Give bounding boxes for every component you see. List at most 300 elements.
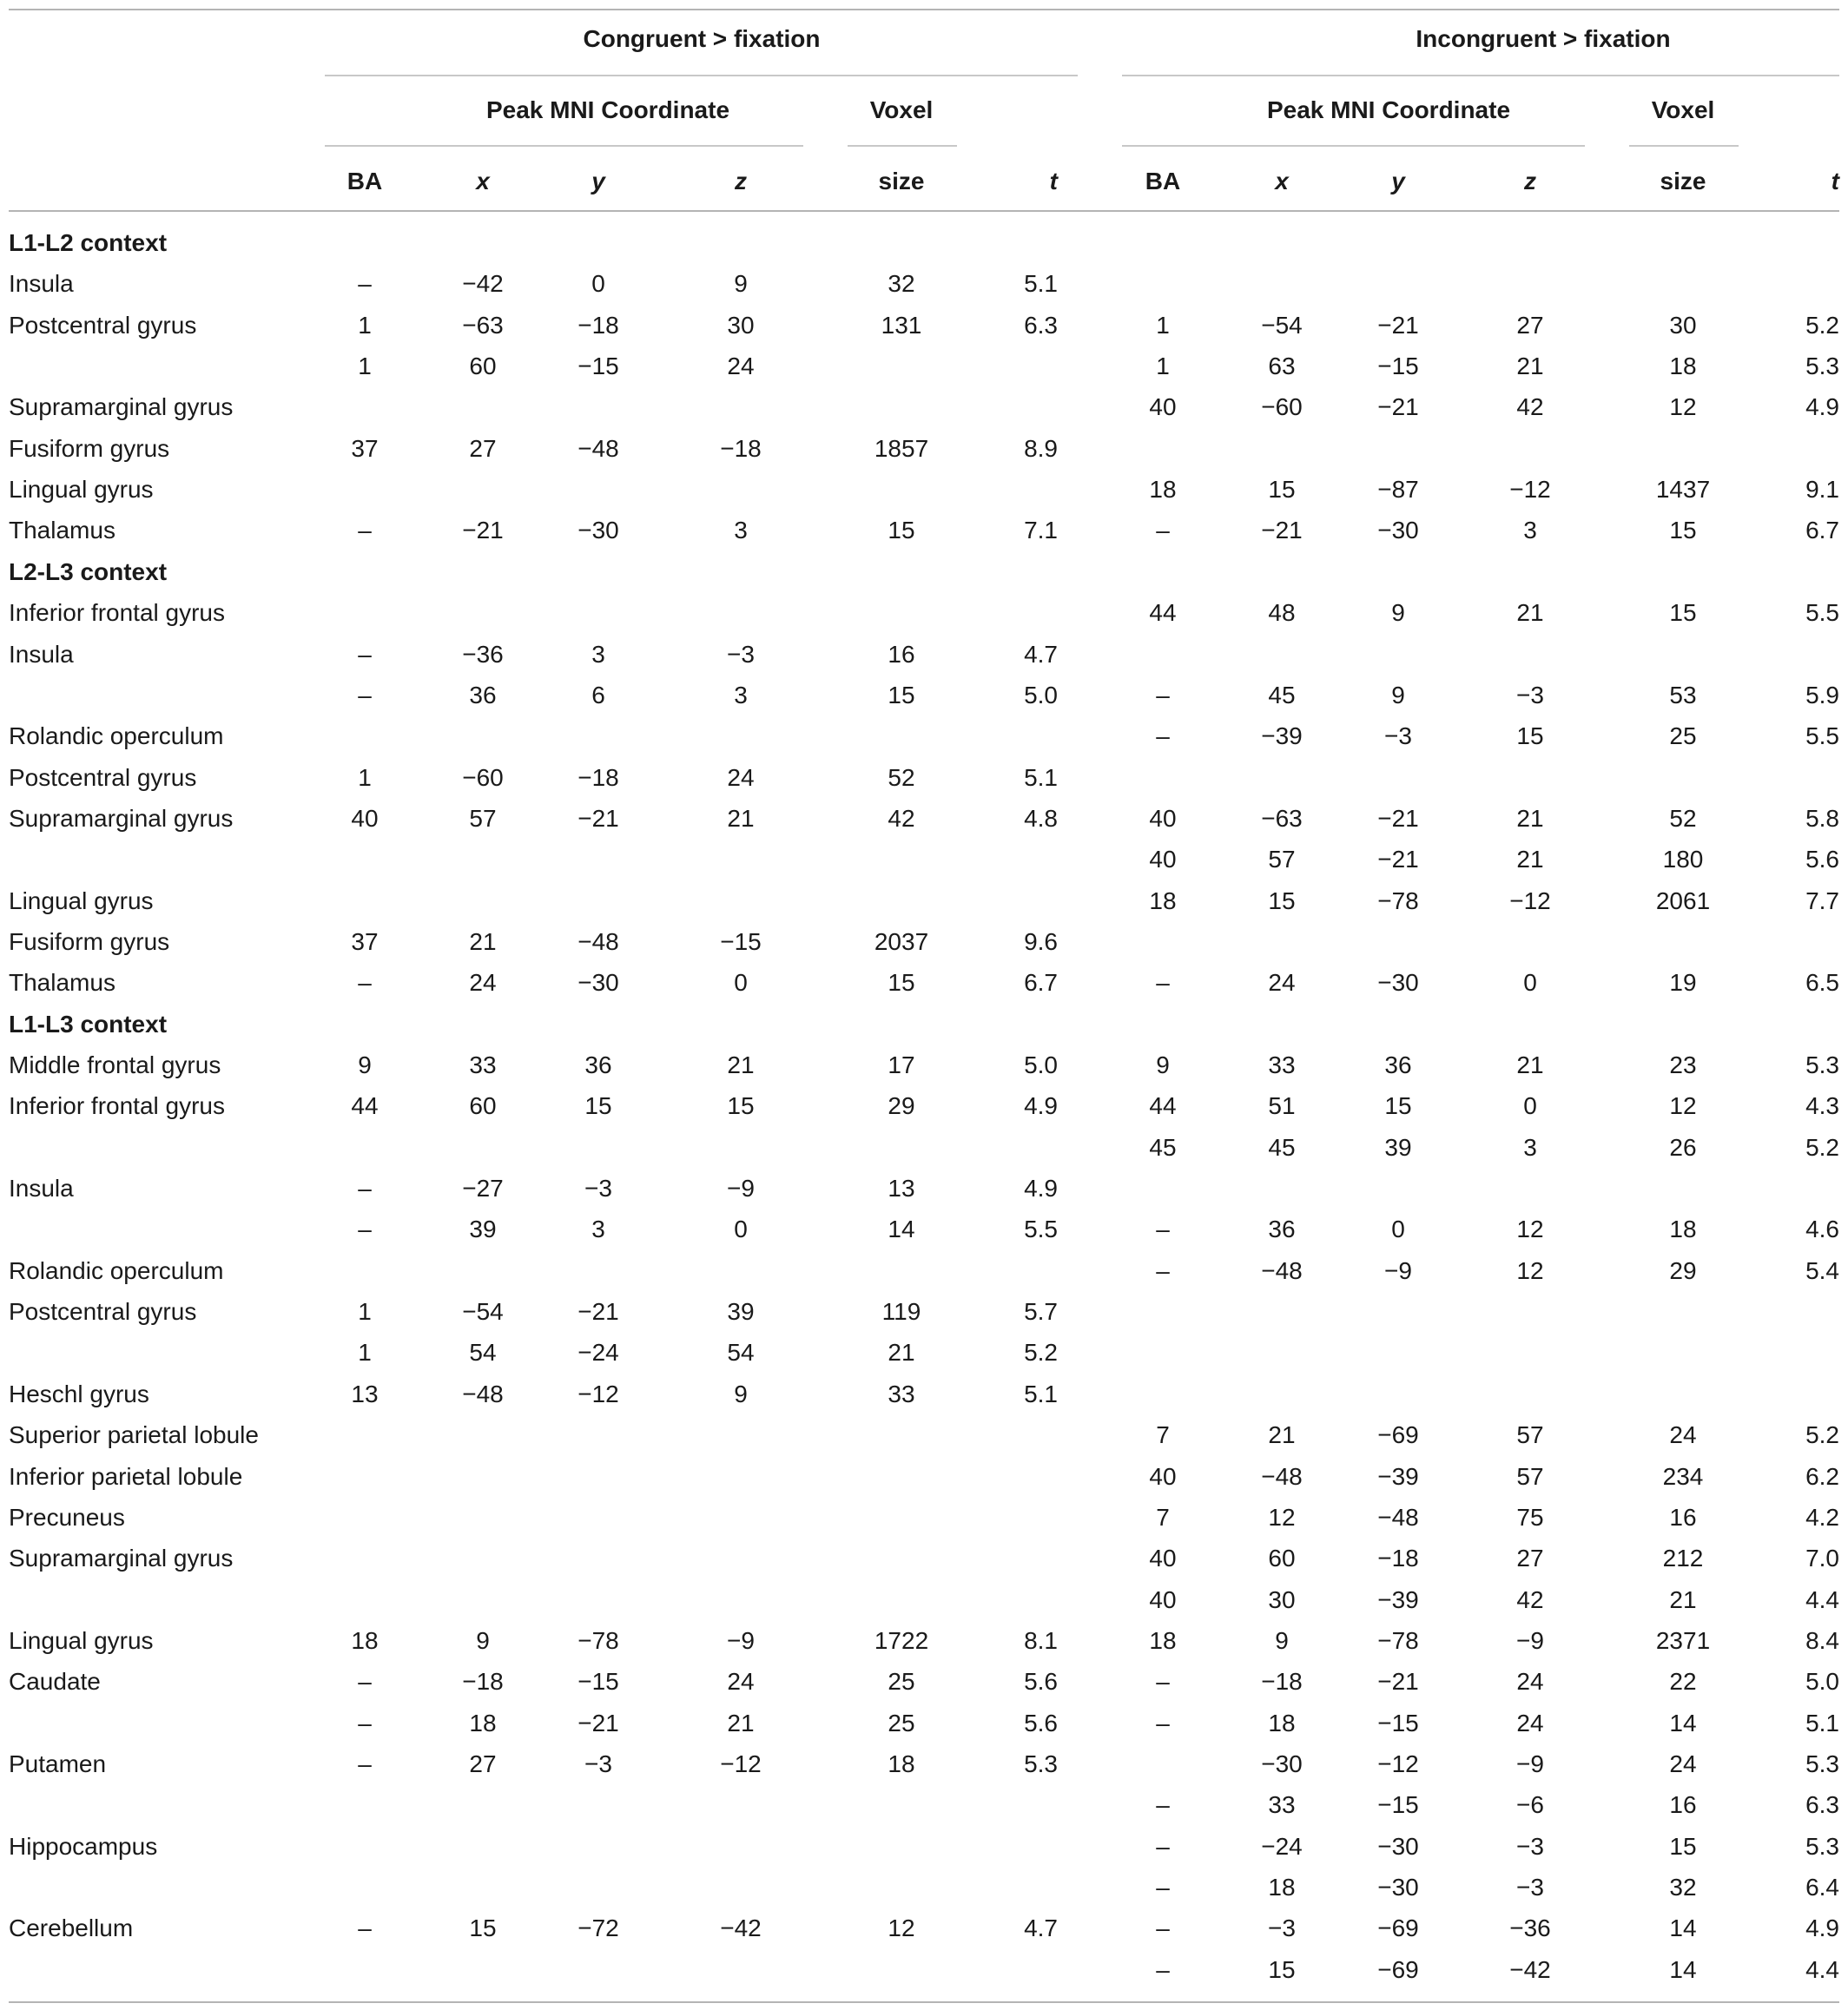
incongruent-ba-cell: 7: [1156, 1504, 1170, 1531]
incongruent-size-cell: 14: [1669, 1956, 1697, 1983]
incongruent-ba-cell: 18: [1149, 476, 1177, 503]
incongruent-size-cell: 16: [1669, 1504, 1697, 1531]
incongruent-y-cell: 39: [1384, 1134, 1412, 1161]
congruent-size-cell: 21: [888, 1339, 915, 1366]
incongruent-z-cell: 0: [1523, 969, 1537, 996]
incongruent-x-cell: 12: [1268, 1504, 1296, 1531]
congruent-t-cell: 4.8: [1024, 805, 1058, 832]
incongruent-t-cell: 7.7: [1805, 887, 1839, 914]
congruent-t-cell: 5.7: [1024, 1298, 1058, 1325]
incongruent-ba-cell: –: [1156, 1257, 1170, 1284]
incongruent-y-cell: −39: [1377, 1463, 1419, 1490]
incongruent-t-cell: 5.1: [1805, 1710, 1839, 1737]
incongruent-size-cell: 21: [1669, 1586, 1697, 1613]
col-ba: BA: [346, 168, 383, 194]
congruent-x-cell: −36: [462, 641, 504, 668]
region-label: Putamen: [9, 1750, 107, 1777]
incongruent-x-cell: 15: [1268, 476, 1296, 503]
incongruent-y-cell: 9: [1391, 682, 1405, 708]
congruent-z-cell: −18: [720, 435, 762, 462]
incongruent-ba-cell: 9: [1156, 1051, 1170, 1078]
congruent-t-cell: 8.1: [1024, 1627, 1058, 1654]
incongruent-y-cell: −30: [1377, 1874, 1419, 1901]
incongruent-size-cell: 14: [1669, 1914, 1697, 1941]
congruent-z-cell: 24: [727, 353, 755, 379]
congruent-ba-cell: –: [358, 1750, 372, 1777]
congruent-x-cell: −60: [462, 764, 504, 791]
incongruent-x-cell: −63: [1261, 805, 1303, 832]
incongruent-size-cell: 15: [1669, 1833, 1697, 1860]
congruent-y-cell: −18: [578, 764, 619, 791]
region-label: Cerebellum: [9, 1914, 134, 1941]
col-size: size: [1660, 168, 1706, 194]
incongruent-size-cell: 29: [1669, 1257, 1697, 1284]
incongruent-t-cell: 6.7: [1805, 517, 1839, 544]
incongruent-size-cell: 18: [1669, 353, 1697, 379]
incongruent-size-cell: 19: [1669, 969, 1697, 996]
congruent-t-cell: 6.7: [1024, 969, 1058, 996]
incongruent-t-cell: 6.5: [1805, 969, 1839, 996]
incongruent-size-cell: 212: [1662, 1545, 1704, 1572]
congruent-t-cell: 9.6: [1024, 928, 1058, 955]
incongruent-y-cell: −78: [1377, 1627, 1419, 1654]
incongruent-size-cell: 30: [1669, 312, 1697, 339]
incongruent-size-cell: 22: [1669, 1668, 1697, 1695]
incongruent-size-cell: 24: [1669, 1421, 1697, 1448]
congruent-x-cell: −42: [462, 270, 504, 297]
congruent-t-cell: 5.2: [1024, 1339, 1058, 1366]
col-z: z: [1524, 168, 1536, 194]
congruent-x-cell: 60: [469, 1092, 497, 1119]
incongruent-y-cell: −9: [1384, 1257, 1412, 1284]
incongruent-size-cell: 26: [1669, 1134, 1697, 1161]
congruent-x-cell: −63: [462, 312, 504, 339]
incongruent-y-cell: −69: [1377, 1914, 1419, 1941]
congruent-ba-cell: 1: [358, 312, 372, 339]
congruent-t-cell: 5.1: [1024, 1381, 1058, 1407]
incongruent-x-cell: −39: [1261, 722, 1303, 749]
incongruent-y-cell: −21: [1377, 846, 1419, 873]
col-t: t: [1049, 168, 1058, 194]
incongruent-ba-cell: –: [1156, 1668, 1170, 1695]
congruent-t-cell: 4.7: [1024, 641, 1058, 668]
incongruent-x-cell: −24: [1261, 1833, 1303, 1860]
incongruent-ba-cell: 40: [1149, 393, 1177, 420]
incongruent-x-cell: 21: [1268, 1421, 1296, 1448]
incongruent-ba-cell: 44: [1149, 599, 1177, 626]
incongruent-t-cell: 5.0: [1805, 1668, 1839, 1695]
congruent-x-cell: 15: [469, 1914, 497, 1941]
incongruent-x-cell: 33: [1268, 1791, 1296, 1818]
section-header: L2-L3 context: [9, 558, 168, 585]
incongruent-x-cell: 45: [1268, 1134, 1296, 1161]
incongruent-z-cell: 24: [1516, 1710, 1544, 1737]
congruent-voxel-rule: [848, 145, 957, 147]
incongruent-y-cell: −69: [1377, 1421, 1419, 1448]
incongruent-t-cell: 5.3: [1805, 1051, 1839, 1078]
congruent-z-cell: 24: [727, 764, 755, 791]
congruent-y-cell: −24: [578, 1339, 619, 1366]
incongruent-size-cell: 15: [1669, 517, 1697, 544]
congruent-ba-cell: –: [358, 517, 372, 544]
region-label: Lingual gyrus: [9, 887, 154, 914]
congruent-size-cell: 18: [888, 1750, 915, 1777]
incongruent-t-cell: 4.2: [1805, 1504, 1839, 1531]
incongruent-z-cell: 57: [1516, 1421, 1544, 1448]
incongruent-t-cell: 5.8: [1805, 805, 1839, 832]
congruent-x-cell: 54: [469, 1339, 497, 1366]
congruent-group-rule: [325, 75, 1078, 76]
incongruent-group-rule: [1122, 75, 1839, 76]
incongruent-t-cell: 5.3: [1805, 1750, 1839, 1777]
incongruent-t-cell: 5.9: [1805, 682, 1839, 708]
congruent-z-cell: 39: [727, 1298, 755, 1325]
congruent-z-cell: 21: [727, 1710, 755, 1737]
col-x: x: [1275, 168, 1289, 194]
region-label: Precuneus: [9, 1504, 125, 1531]
congruent-t-cell: 5.0: [1024, 682, 1058, 708]
region-label: Inferior frontal gyrus: [9, 1092, 225, 1119]
incongruent-ba-cell: 18: [1149, 1627, 1177, 1654]
incongruent-t-cell: 5.5: [1805, 599, 1839, 626]
section-header: L1-L2 context: [9, 229, 168, 256]
congruent-y-cell: −3: [584, 1750, 612, 1777]
incongruent-x-cell: 15: [1268, 1956, 1296, 1983]
incongruent-ba-cell: 40: [1149, 1545, 1177, 1572]
incongruent-z-cell: 27: [1516, 312, 1544, 339]
incongruent-z-cell: −42: [1509, 1956, 1551, 1983]
congruent-ba-cell: –: [358, 1175, 372, 1202]
congruent-t-cell: 5.6: [1024, 1710, 1058, 1737]
congruent-size-cell: 25: [888, 1710, 915, 1737]
incongruent-y-cell: −39: [1377, 1586, 1419, 1613]
incongruent-size-cell: 32: [1669, 1874, 1697, 1901]
region-label: Inferior parietal lobule: [9, 1463, 243, 1490]
incongruent-y-cell: 15: [1384, 1092, 1412, 1119]
incongruent-x-cell: 63: [1268, 353, 1296, 379]
congruent-y-cell: −15: [578, 353, 619, 379]
incongruent-t-cell: 4.4: [1805, 1586, 1839, 1613]
congruent-size-cell: 131: [881, 312, 922, 339]
incongruent-size-cell: 24: [1669, 1750, 1697, 1777]
incongruent-z-cell: 21: [1516, 599, 1544, 626]
incongruent-x-cell: −18: [1261, 1668, 1303, 1695]
congruent-ba-cell: 1: [358, 764, 372, 791]
congruent-y-cell: −30: [578, 517, 619, 544]
region-label: Superior parietal lobule: [9, 1421, 259, 1448]
region-label: Lingual gyrus: [9, 476, 154, 503]
incongruent-t-cell: 5.5: [1805, 722, 1839, 749]
incongruent-ba-cell: 1: [1156, 312, 1170, 339]
incongruent-mni-rule: [1122, 145, 1585, 147]
incongruent-t-cell: 7.0: [1805, 1545, 1839, 1572]
incongruent-x-cell: −30: [1261, 1750, 1303, 1777]
congruent-z-cell: 21: [727, 805, 755, 832]
incongruent-x-cell: −60: [1261, 393, 1303, 420]
incongruent-ba-cell: 40: [1149, 1586, 1177, 1613]
incongruent-voxel-header: Voxel: [1651, 96, 1715, 123]
congruent-t-cell: 7.1: [1024, 517, 1058, 544]
incongruent-x-cell: 57: [1268, 846, 1296, 873]
region-label: Supramarginal gyrus: [9, 393, 234, 420]
congruent-size-cell: 33: [888, 1381, 915, 1407]
incongruent-size-cell: 16: [1669, 1791, 1697, 1818]
incongruent-x-cell: 9: [1275, 1627, 1289, 1654]
incongruent-z-cell: 12: [1516, 1257, 1544, 1284]
incongruent-t-cell: 5.2: [1805, 312, 1839, 339]
congruent-y-cell: 3: [591, 1216, 605, 1242]
congruent-z-cell: 54: [727, 1339, 755, 1366]
incongruent-z-cell: −9: [1516, 1750, 1544, 1777]
incongruent-z-cell: 75: [1516, 1504, 1544, 1531]
incongruent-x-cell: 48: [1268, 599, 1296, 626]
incongruent-t-cell: 4.3: [1805, 1092, 1839, 1119]
congruent-x-cell: 18: [469, 1710, 497, 1737]
congruent-size-cell: 16: [888, 641, 915, 668]
incongruent-x-cell: 45: [1268, 682, 1296, 708]
incongruent-t-cell: 4.9: [1805, 393, 1839, 420]
congruent-size-cell: 15: [888, 682, 915, 708]
incongruent-ba-cell: 45: [1149, 1134, 1177, 1161]
region-label: Inferior frontal gyrus: [9, 599, 225, 626]
incongruent-y-cell: −15: [1377, 353, 1419, 379]
incongruent-y-cell: −87: [1377, 476, 1419, 503]
congruent-ba-cell: 37: [351, 435, 379, 462]
congruent-x-cell: 60: [469, 353, 497, 379]
congruent-y-cell: −15: [578, 1668, 619, 1695]
incongruent-y-cell: −3: [1384, 722, 1412, 749]
region-label: Heschl gyrus: [9, 1381, 149, 1407]
congruent-z-cell: −9: [727, 1175, 755, 1202]
congruent-z-cell: 3: [734, 517, 748, 544]
congruent-ba-cell: –: [358, 641, 372, 668]
congruent-z-cell: 24: [727, 1668, 755, 1695]
congruent-y-cell: −72: [578, 1914, 619, 1941]
incongruent-ba-cell: –: [1156, 1710, 1170, 1737]
section-header: L1-L3 context: [9, 1011, 168, 1038]
incongruent-t-cell: 4.6: [1805, 1216, 1839, 1242]
congruent-size-cell: 32: [888, 270, 915, 297]
congruent-ba-cell: –: [358, 1216, 372, 1242]
incongruent-t-cell: 5.6: [1805, 846, 1839, 873]
incongruent-z-cell: 21: [1516, 1051, 1544, 1078]
congruent-t-cell: 4.9: [1024, 1175, 1058, 1202]
table-bottom-rule: [9, 2001, 1839, 2003]
region-label: Insula: [9, 270, 74, 297]
congruent-z-cell: 0: [734, 1216, 748, 1242]
incongruent-t-cell: 5.2: [1805, 1421, 1839, 1448]
region-label: Thalamus: [9, 517, 116, 544]
incongruent-z-cell: 42: [1516, 1586, 1544, 1613]
col-y: y: [1391, 168, 1405, 194]
incongruent-t-cell: 4.9: [1805, 1914, 1839, 1941]
incongruent-z-cell: −9: [1516, 1627, 1544, 1654]
congruent-ba-cell: –: [358, 1668, 372, 1695]
congruent-y-cell: −18: [578, 312, 619, 339]
incongruent-voxel-rule: [1629, 145, 1739, 147]
congruent-ba-cell: 40: [351, 805, 379, 832]
congruent-voxel-header: Voxel: [869, 96, 934, 123]
congruent-ba-cell: 1: [358, 1298, 372, 1325]
incongruent-ba-cell: –: [1156, 1791, 1170, 1818]
incongruent-y-cell: −21: [1377, 312, 1419, 339]
congruent-y-cell: 15: [584, 1092, 612, 1119]
incongruent-x-cell: 36: [1268, 1216, 1296, 1242]
incongruent-y-cell: −21: [1377, 805, 1419, 832]
incongruent-y-cell: −15: [1377, 1791, 1419, 1818]
congruent-x-cell: 39: [469, 1216, 497, 1242]
congruent-z-cell: −15: [720, 928, 762, 955]
congruent-x-cell: 27: [469, 435, 497, 462]
congruent-t-cell: 5.1: [1024, 270, 1058, 297]
congruent-t-cell: 5.5: [1024, 1216, 1058, 1242]
region-label: Lingual gyrus: [9, 1627, 154, 1654]
incongruent-y-cell: −69: [1377, 1956, 1419, 1983]
header-bottom-rule: [9, 210, 1839, 212]
congruent-size-cell: 15: [888, 969, 915, 996]
incongruent-ba-cell: –: [1156, 1833, 1170, 1860]
col-size: size: [878, 168, 925, 194]
congruent-x-cell: 21: [469, 928, 497, 955]
incongruent-x-cell: 33: [1268, 1051, 1296, 1078]
congruent-x-cell: −54: [462, 1298, 504, 1325]
congruent-x-cell: 36: [469, 682, 497, 708]
col-y: y: [591, 168, 605, 194]
congruent-y-cell: 6: [591, 682, 605, 708]
congruent-t-cell: 8.9: [1024, 435, 1058, 462]
congruent-z-cell: −12: [720, 1750, 762, 1777]
incongruent-size-cell: 52: [1669, 805, 1697, 832]
congruent-x-cell: 57: [469, 805, 497, 832]
incongruent-ba-cell: –: [1156, 969, 1170, 996]
congruent-size-cell: 42: [888, 805, 915, 832]
incongruent-z-cell: 57: [1516, 1463, 1544, 1490]
region-label: Postcentral gyrus: [9, 312, 197, 339]
col-ba: BA: [1145, 168, 1181, 194]
congruent-size-cell: 12: [888, 1914, 915, 1941]
incongruent-t-cell: 4.4: [1805, 1956, 1839, 1983]
incongruent-ba-cell: 40: [1149, 1463, 1177, 1490]
incongruent-size-cell: 18: [1669, 1216, 1697, 1242]
region-label: Hippocampus: [9, 1833, 158, 1860]
congruent-size-cell: 1857: [874, 435, 929, 462]
incongruent-t-cell: 8.4: [1805, 1627, 1839, 1654]
incongruent-ba-cell: 44: [1149, 1092, 1177, 1119]
incongruent-y-cell: −18: [1377, 1545, 1419, 1572]
congruent-z-cell: −3: [727, 641, 755, 668]
incongruent-z-cell: −36: [1509, 1914, 1551, 1941]
incongruent-ba-cell: 40: [1149, 846, 1177, 873]
incongruent-z-cell: −3: [1516, 1833, 1544, 1860]
congruent-x-cell: 24: [469, 969, 497, 996]
incongruent-y-cell: −30: [1377, 1833, 1419, 1860]
congruent-y-cell: −12: [578, 1381, 619, 1407]
congruent-ba-cell: –: [358, 682, 372, 708]
congruent-t-cell: 4.7: [1024, 1914, 1058, 1941]
incongruent-x-cell: −3: [1268, 1914, 1296, 1941]
incongruent-z-cell: 21: [1516, 805, 1544, 832]
incongruent-x-cell: 60: [1268, 1545, 1296, 1572]
incongruent-t-cell: 6.3: [1805, 1791, 1839, 1818]
incongruent-ba-cell: –: [1156, 1956, 1170, 1983]
congruent-t-cell: 5.1: [1024, 764, 1058, 791]
congruent-size-cell: 13: [888, 1175, 915, 1202]
congruent-x-cell: 9: [476, 1627, 490, 1654]
congruent-z-cell: 0: [734, 969, 748, 996]
congruent-ba-cell: 9: [358, 1051, 372, 1078]
congruent-z-cell: −42: [720, 1914, 762, 1941]
congruent-z-cell: 21: [727, 1051, 755, 1078]
incongruent-z-cell: 0: [1523, 1092, 1537, 1119]
incongruent-ba-cell: –: [1156, 682, 1170, 708]
incongruent-ba-cell: –: [1156, 1874, 1170, 1901]
incongruent-ba-cell: –: [1156, 722, 1170, 749]
incongruent-t-cell: 5.4: [1805, 1257, 1839, 1284]
incongruent-x-cell: 18: [1268, 1874, 1296, 1901]
congruent-y-cell: 0: [591, 270, 605, 297]
incongruent-z-cell: −12: [1509, 476, 1551, 503]
congruent-ba-cell: 1: [358, 1339, 372, 1366]
incongruent-z-cell: 21: [1516, 846, 1544, 873]
incongruent-y-cell: −12: [1377, 1750, 1419, 1777]
congruent-z-cell: −9: [727, 1627, 755, 1654]
incongruent-z-cell: 27: [1516, 1545, 1544, 1572]
incongruent-x-cell: −48: [1261, 1257, 1303, 1284]
congruent-ba-cell: 13: [351, 1381, 379, 1407]
table-top-rule: [9, 9, 1839, 10]
congruent-ba-cell: 37: [351, 928, 379, 955]
incongruent-x-cell: 18: [1268, 1710, 1296, 1737]
congruent-y-cell: −78: [578, 1627, 619, 1654]
incongruent-size-cell: 53: [1669, 682, 1697, 708]
region-label: Supramarginal gyrus: [9, 1545, 234, 1572]
region-label: Rolandic operculum: [9, 722, 224, 749]
congruent-z-cell: 30: [727, 312, 755, 339]
congruent-z-cell: 9: [734, 270, 748, 297]
congruent-z-cell: 9: [734, 1381, 748, 1407]
incongruent-z-cell: 15: [1516, 722, 1544, 749]
incongruent-z-cell: −3: [1516, 682, 1544, 708]
congruent-group-header: Congruent > fixation: [583, 25, 821, 52]
incongruent-size-cell: 2371: [1655, 1627, 1711, 1654]
incongruent-size-cell: 12: [1669, 1092, 1697, 1119]
congruent-t-cell: 6.3: [1024, 312, 1058, 339]
congruent-ba-cell: –: [358, 969, 372, 996]
congruent-x-cell: 33: [469, 1051, 497, 1078]
congruent-ba-cell: –: [358, 1914, 372, 1941]
congruent-x-cell: −21: [462, 517, 504, 544]
congruent-mni-header: Peak MNI Coordinate: [485, 96, 730, 123]
incongruent-z-cell: 21: [1516, 353, 1544, 379]
congruent-y-cell: −48: [578, 435, 619, 462]
incongruent-y-cell: −30: [1377, 517, 1419, 544]
congruent-ba-cell: –: [358, 1710, 372, 1737]
congruent-x-cell: −48: [462, 1381, 504, 1407]
incongruent-ba-cell: –: [1156, 517, 1170, 544]
incongruent-ba-cell: 40: [1149, 805, 1177, 832]
congruent-ba-cell: 18: [351, 1627, 379, 1654]
congruent-x-cell: −27: [462, 1175, 504, 1202]
incongruent-size-cell: 234: [1662, 1463, 1704, 1490]
incongruent-z-cell: −6: [1516, 1791, 1544, 1818]
incongruent-t-cell: 9.1: [1805, 476, 1839, 503]
incongruent-t-cell: 6.2: [1805, 1463, 1839, 1490]
congruent-y-cell: −3: [584, 1175, 612, 1202]
incongruent-y-cell: −15: [1377, 1710, 1419, 1737]
incongruent-size-cell: 180: [1662, 846, 1704, 873]
incongruent-y-cell: −78: [1377, 887, 1419, 914]
congruent-y-cell: −48: [578, 928, 619, 955]
